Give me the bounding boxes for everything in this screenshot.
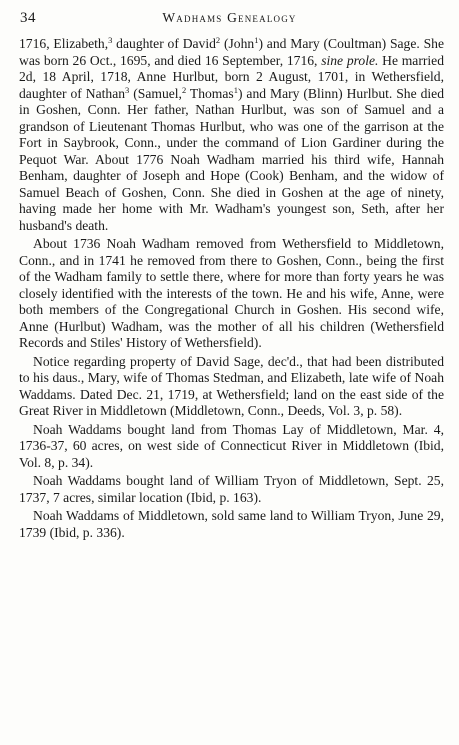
italic-text: sine prole. <box>321 52 379 68</box>
superscript: 3 <box>108 35 113 45</box>
paragraph-p4 <box>19 422 444 472</box>
superscript: 3 <box>125 84 130 95</box>
superscript: 1 <box>233 84 238 95</box>
text-run: 1716, Elizabeth, <box>19 36 109 51</box>
text-run: Thomas <box>186 85 234 101</box>
text-run: daughter of David <box>112 36 216 51</box>
text-run: Noah Waddams bought land from Thomas Lay of Middletown, Mar. 4, 1736-37, 60 acres, on west side of Connecticut River in Middletown (Ibid, Vol. 8, p. 34). <box>19 421 444 470</box>
running-head <box>0 10 459 28</box>
paragraph-p5 <box>19 473 444 506</box>
text-run: Notice regarding property of David Sage, dec'd., that had been distributed to his daus., Mary, wife of Thomas Stedman, and Elizabeth, late wife of Noah Waddams. Dated Dec. 21, 1719, at Wethersfield; land on the east side of the Great River in Middletown (Middletown, Conn., Deeds, Vol. 3, p. 58). <box>19 353 444 418</box>
text-run: (John <box>220 36 255 51</box>
page-number: 34 <box>20 10 36 26</box>
paragraph-p2 <box>19 236 444 352</box>
paragraph-p1 <box>19 36 444 234</box>
text-run: Noah Waddams bought land of William Tryon of Middletown, Sept. 25, 1737, 7 acres, similar location (Ibid, p. 163). <box>19 473 444 505</box>
text-run: He married 2d, 18 April, 1718, Anne Hurlbut, born 2 August, 1701, in Wethersfield, daughter of Nathan <box>19 52 444 101</box>
text-run: (Samuel, <box>129 85 182 101</box>
text-run: Noah Waddams of Middletown, sold same land to William Tryon, June 29, 1739 (Ibid, p. 336). <box>19 508 444 540</box>
running-title: Wadhams Genealogy <box>162 10 297 25</box>
text-run: ) and Mary (Blinn) Hurlbut. She died in Goshen, Conn. Her father, Nathan Hurlbut, was son of Samuel and a grandson of Lieutenant Thomas Hurlbut, who was one of the garrison at the Fort in Saybrook, Conn., under the command of Lion Gardiner during the Pequot War. About 1776 Noah Wadham married his third wife, Hannah Benham, daughter of Joseph and Hope (Cook) Benham, and the widow of Samuel Beach of Goshen, Conn. She died in Goshen at the age of ninety, having made her home with Mr. Wadham's youngest son, Seth, after her husband's death. <box>19 85 444 233</box>
body-text <box>19 36 444 541</box>
superscript: 2 <box>215 35 221 45</box>
paragraph-p3 <box>19 354 444 420</box>
text-run: ) and Mary (Coultman) Sage. She was born 26 Oct., 1695, and died 16 September, 1716, <box>19 36 444 68</box>
superscript: 1 <box>254 35 259 45</box>
superscript: 2 <box>181 84 187 95</box>
text-run: About 1736 Noah Wadham removed from Wethersfield to Middletown, Conn., and in 1741 he removed from there to Goshen, Conn., being the first of the Wadham family to settle there, where for more than forty years he was closely identified with the interests of the town. He and his wife, Anne, were both members of the Congregational Church in Goshen. His second wife, Anne (Hurlbut) Wadham, was the mother of all his children (Wethersfield Records and Stiles' History of Wethersfield). <box>19 236 444 350</box>
paragraph-p6 <box>19 508 444 541</box>
